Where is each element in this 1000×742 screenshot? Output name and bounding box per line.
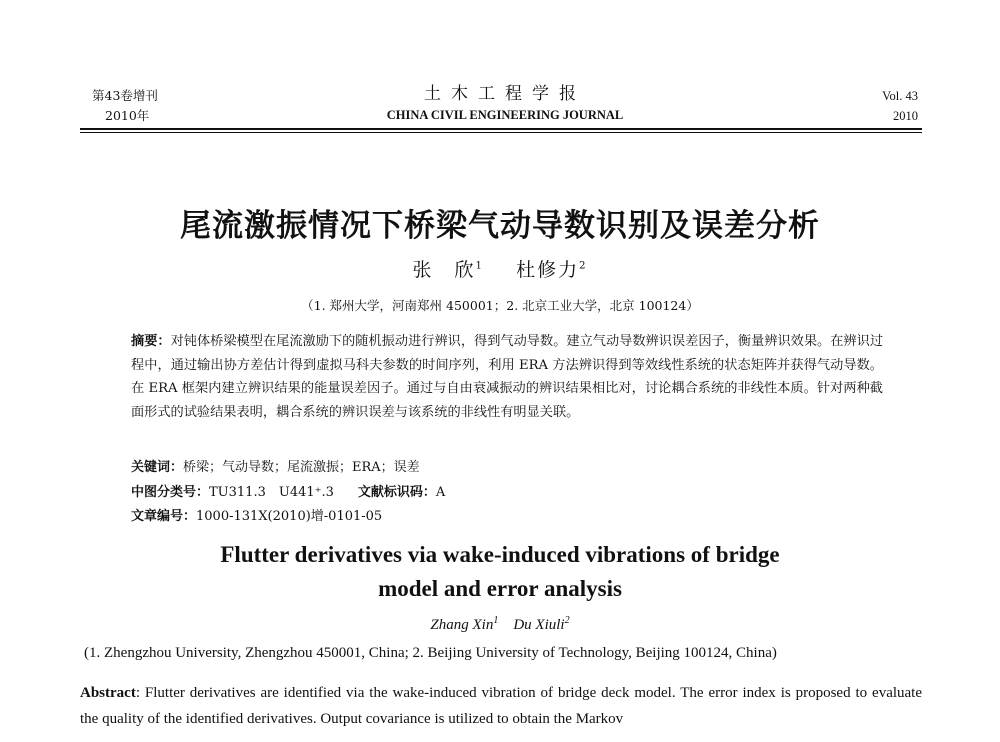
paper-title-cn: 尾流激振情况下桥梁气动导数识别及误差分析 [180,208,820,244]
journal-title-cn: 土木工程学报 [424,84,586,104]
authors-cn [0,255,1000,282]
paper-title-en [0,538,1000,606]
volume-label-cn: 第43卷增刊 [92,88,158,103]
year-label-cn: 2010年 [105,108,150,123]
abstract-text-en: : Flutter derivatives are identified via the wake-induced vibration of bridge deck model. The error index is proposed to evaluate the quality of the identified derivatives. Output covariance is utilized to obtain the Markov [80,685,922,727]
authors-en [0,615,1000,634]
journal-volume-info [882,86,918,126]
clc-value: TU311.3 U441⁺.3 [209,485,334,500]
journal-title-en: CHINA CIVIL ENGINEERING JOURNAL [386,108,624,122]
affiliations-cn: （1. 郑州大学，河南郑州 450001；2. 北京工业大学，北京 100124） [301,298,699,313]
article-number-line [131,507,382,527]
keywords-cn [131,458,420,478]
author-name: 杜修力 [516,259,580,281]
author-affil-sup: 2 [564,615,570,626]
author-affil-sup: 1 [475,260,484,272]
keywords-text: 桥梁；气动导数；尾流激振；ERA；误差 [183,460,420,475]
abstract-label-cn: 摘要： [131,334,171,349]
author-name: 张 欣 [412,259,476,281]
journal-issue-info [92,86,158,126]
article-number-value: 1000-131X(2010)增-0101-05 [196,509,383,524]
author-name-en: Zhang Xin [430,617,494,633]
volume-label-en: Vol. 43 [882,89,918,103]
doc-code-value: A [435,485,446,500]
abstract-label-en: Abstract [80,685,136,701]
abstract-en [80,680,922,732]
classification-line [131,483,445,503]
author-name-en: Du Xiuli [513,617,565,633]
article-number-label: 文章编号： [131,509,197,524]
keywords-label: 关键词： [131,460,184,475]
author-affil-sup: 1 [493,615,499,626]
clc-label: 中图分类号： [131,485,210,500]
header-rule-thick [80,128,922,130]
header-rule-thin [80,132,922,133]
journal-title [300,83,710,125]
title-en-line: Flutter derivatives via wake-induced vibrations of bridge [220,542,780,567]
doc-code-label: 文献标识码： [357,485,436,500]
author-affil-sup: 2 [579,260,588,272]
title-en-line: model and error analysis [378,576,622,601]
year-label-en: 2010 [893,109,918,123]
abstract-text-cn: 对钝体桥梁模型在尾流激励下的随机振动进行辨识，得到气动导数。建立气动导数辨识误差因子，衡量辨识效果。在辨识过程中，通过输出协方差估计得到虚拟马科夫参数的时间序列，利用 ERA 方法辨识得到等效线性系统的状态矩阵并获得气动导数。在 ERA 框架内建立辨识结果的能量误差因子。通过与自由衰减振动的辨识结果相比对，讨论耦合系统的非线性本质。针对两种截面形式的试验结果表明，耦合系统的辨识误差与该系统的非线性有明显关联。 [131,334,884,420]
affiliations-en: (1. Zhengzhou University, Zhengzhou 450001, China; 2. Beijing University of Technology, Beijing 100124, China) [84,645,777,661]
abstract-cn [131,330,883,424]
